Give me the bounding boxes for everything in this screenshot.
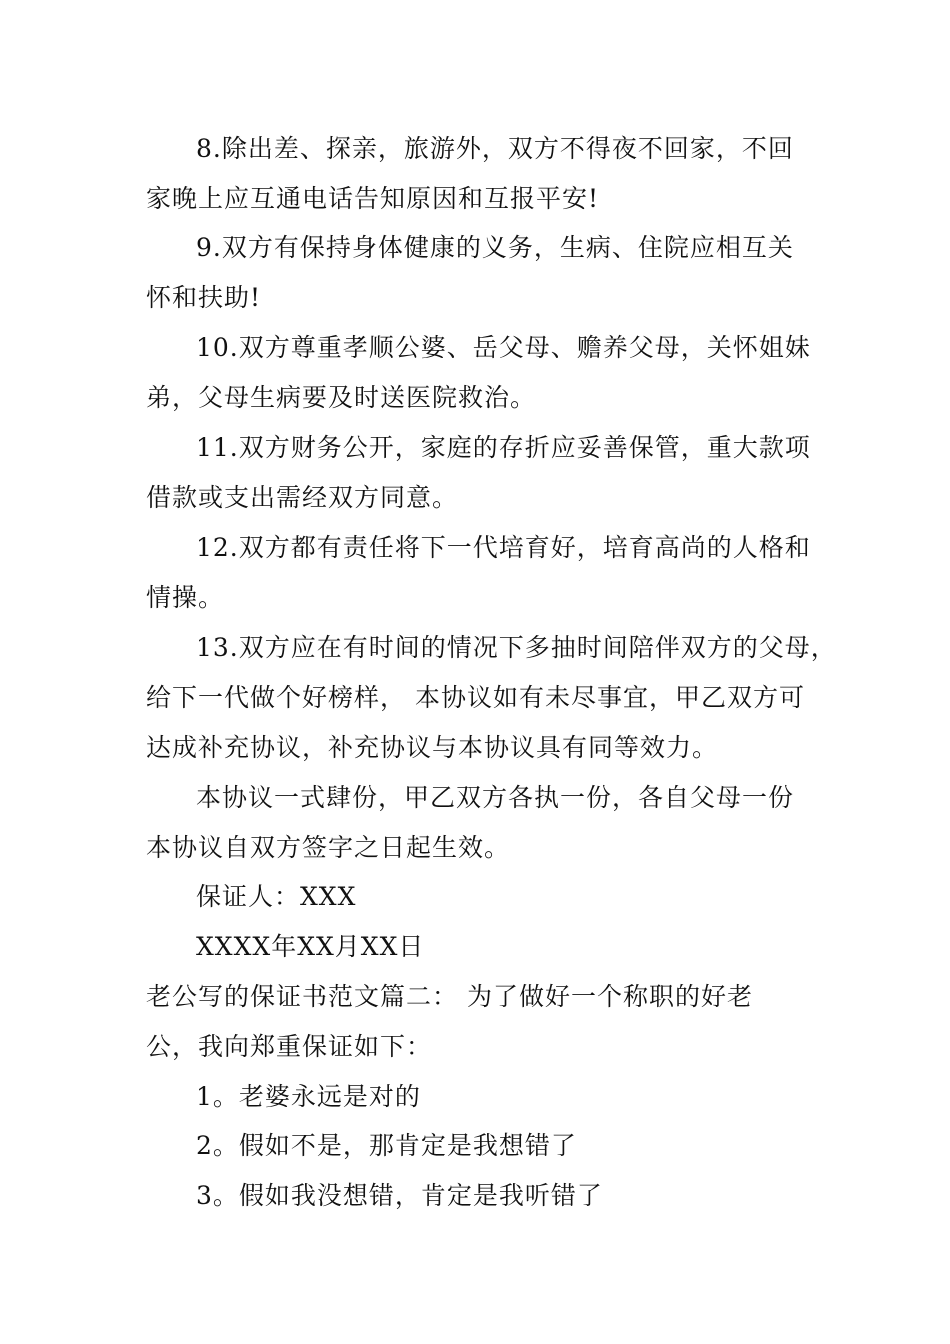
clause-9-line-2: 怀和扶助! bbox=[146, 283, 262, 312]
section-two-heading-line-1: 老公写的保证书范文篇二： 为了做好一个称职的好老 bbox=[146, 982, 753, 1011]
clause-10-line-1: 10.双方尊重孝顺公婆、岳父母、赡养父母，关怀姐妹 bbox=[196, 333, 811, 362]
copies-line-1: 本协议一式肆份，甲乙双方各执一份，各自父母一份 bbox=[196, 783, 795, 812]
clause-12-line-1: 12.双方都有责任将下一代培育好，培育高尚的人格和 bbox=[196, 533, 811, 562]
promise-1: 1。老婆永远是对的 bbox=[196, 1082, 421, 1111]
clause-13-line-1: 13.双方应在有时间的情况下多抽时间陪伴双方的父母， bbox=[196, 633, 837, 662]
clause-10-line-2: 弟，父母生病要及时送医院救治。 bbox=[146, 383, 537, 412]
date-line: XXXX年XX月XX日 bbox=[196, 932, 425, 961]
clause-8-line-2: 家晚上应互通电话告知原因和互报平安! bbox=[146, 184, 600, 213]
clause-12-line-2: 情操。 bbox=[146, 583, 225, 612]
guarantor-line: 保证人：XXX bbox=[196, 882, 357, 911]
clause-13-line-3: 达成补充协议，补充协议与本协议具有同等效力。 bbox=[146, 733, 719, 762]
section-two-heading-line-2: 公，我向郑重保证如下： bbox=[146, 1032, 433, 1061]
promise-3: 3。假如我没想错，肯定是我听错了 bbox=[196, 1181, 603, 1210]
clause-11-line-2: 借款或支出需经双方同意。 bbox=[146, 483, 459, 512]
clause-13-line-2: 给下一代做个好榜样， 本协议如有未尽事宜，甲乙双方可 bbox=[146, 683, 805, 712]
promise-2: 2。假如不是，那肯定是我想错了 bbox=[196, 1131, 577, 1160]
clause-11-line-1: 11.双方财务公开，家庭的存折应妥善保管，重大款项 bbox=[196, 433, 811, 462]
clause-8-line-1: 8.除出差、探亲，旅游外，双方不得夜不回家，不回 bbox=[196, 134, 794, 163]
clause-9-line-1: 9.双方有保持身体健康的义务，生病、住院应相互关 bbox=[196, 233, 794, 262]
copies-line-2: 本协议自双方签字之日起生效。 bbox=[146, 833, 511, 862]
